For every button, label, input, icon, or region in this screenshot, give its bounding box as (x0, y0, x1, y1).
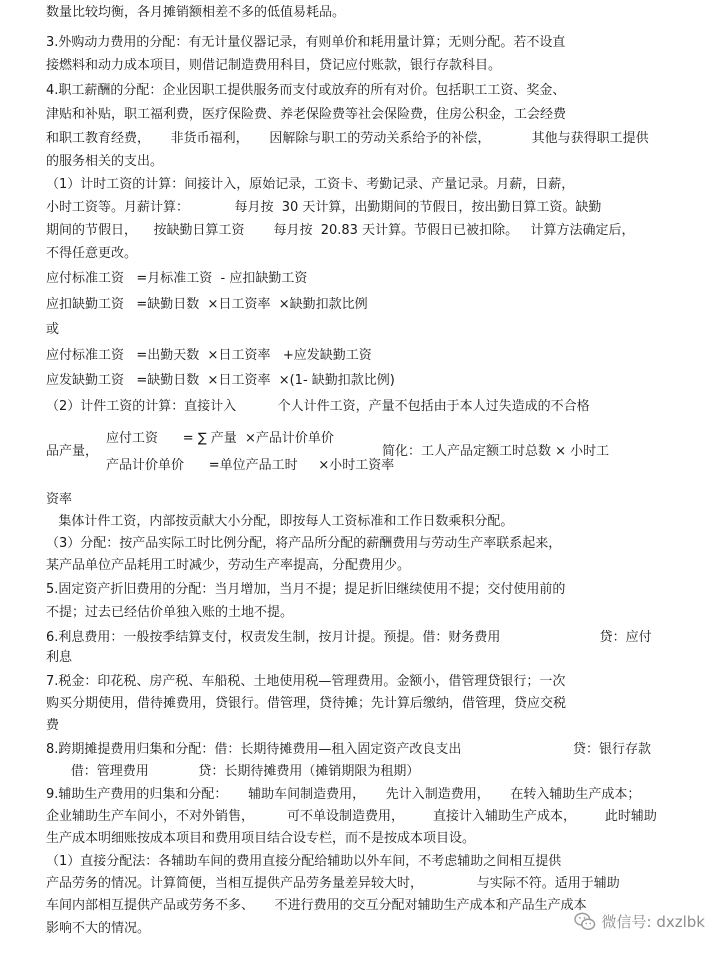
formula-line: 应付工资 = ∑ 产量 ×产品计价单价 (106, 431, 334, 446)
text-line: 企业辅助生产车间小，不对外销售， 可不单设制造费用， 直接计入辅助生产成本， 此时辅助 (46, 809, 657, 824)
text-line: 3.外购动力费用的分配：有无计量仪器记录，有则单价和耗用量计算；无则分配。若不设直 (46, 35, 566, 50)
text-line: 购买分期使用，借待摊费用，贷银行。借管理，贷待摊；先计算后缴纳，借管理，贷应交税 (46, 696, 567, 711)
text-line: 6.利息费用：一般按季结算支付，权责发生制，按月计提。预提。借：财务费用 贷：应付 (46, 630, 652, 645)
text-line: 某产品单位产品耗用工时减少，劳动生产率提高，分配费用少。 (46, 558, 411, 573)
text-line: 期间的节假日， 按缺勤日算工资 每月按 20.83 天计算。节假日已被扣除。 计算方法确定后， (46, 223, 635, 238)
text-line: 8.跨期摊提费用归集和分配：借：长期待摊费用—租入固定资产改良支出 贷：银行存款 (46, 742, 651, 757)
watermark (574, 911, 705, 932)
text-line: 小时工资等。月薪计算： 每月按 30 天计算，出勤期间的节假日，按出勤日算工资。缺勤 (46, 200, 602, 215)
text-line: （3）分配：按产品实际工时比例分配，将产品所分配的薪酬费用与劳动生产率联系起来， (46, 536, 562, 551)
text-line: 品产量， (46, 444, 99, 459)
text-line: （1）直接分配法：各辅助车间的费用直接分配给辅助以外车间，不考虑辅助之间相互提供 (46, 854, 562, 869)
text-line: 数量比较均衡，各月摊销额相差不多的低值易耗品。 (46, 5, 346, 20)
text-line: 接燃料和动力成本项目，则借记制造费用科目，贷记应付账款，银行存款科目。 (46, 58, 502, 73)
text-line: 9.辅助生产费用的归集和分配： 辅助车间制造费用， 先计入制造费用， 在转入辅助生产成本； (46, 787, 641, 802)
text-line: （1）计时工资的计算：间接计入，原始记录，工资卡、考勤记录、产量记录。月薪，日薪， (46, 177, 575, 192)
formula-line: 应发缺勤工资 =缺勤日数 ×日工资率 ×(1- 缺勤扣款比例) (46, 373, 395, 388)
formula-line: 或 (46, 322, 60, 337)
text-line: 影响不大的情况。 (46, 921, 151, 936)
text-line: 简化：工人产品定额工时总数 × 小时工 (382, 444, 610, 459)
formula-line: 应付标准工资 =出勤天数 ×日工资率 +应发缺勤工资 (46, 348, 372, 363)
text-line: 资率 (46, 492, 73, 507)
text-line: 借：管理费用 贷：长期待摊费用（摊销期限为租期） (46, 764, 420, 779)
text-line: 集体计件工资，内部按贡献大小分配，即按每人工资标准和工作日数乘积分配。 (46, 514, 514, 529)
wechat-icon (574, 912, 596, 932)
text-line: 4.职工薪酬的分配：企业因职工提供服务而支付或放弃的所有对价。包括职工工资、奖金、 (46, 83, 566, 98)
text-line: 5.固定资产折旧费用的分配：当月增加，当月不提；提足折旧继续使用不提；交付使用前的 (46, 582, 566, 597)
text-line: 的服务相关的支出。 (46, 154, 164, 169)
text-line: 车间内部相互提供产品或劳务不多、 不进行费用的交互分配对辅助生产成本和产品生产成本 (46, 898, 587, 913)
text-line: 不得任意更改。 (46, 246, 138, 261)
text-line: 7.税金：印花税、房产税、车船税、土地使用税—管理费用。金额小，借管理贷银行；一次 (46, 674, 566, 689)
text-line: 和职工教育经费， 非货币福利， 因解除与职工的劳动关系给予的补偿， 其他与获得职工提供 (46, 131, 649, 146)
formula-line: 产品计价单价 =单位产品工时 ×小时工资率 (106, 458, 395, 473)
text-line: 津贴和补贴，职工福利费，医疗保险费、养老保险费等社会保险费，住房公积金，工会经费 (46, 107, 567, 122)
formula-line: 应扣缺勤工资 =缺勤日数 ×日工资率 ×缺勤扣款比例 (46, 297, 368, 312)
text-line: 产品劳务的情况。计算简便，当相互提供产品劳务量差异较大时， 与实际不符。适用于辅助 (46, 876, 620, 891)
text-line: 生产成本明细账按成本项目和费用项目结合设专栏，而不是按成本项目设。 (46, 831, 476, 846)
formula-line: 应付标准工资 =月标准工资 - 应扣缺勤工资 (46, 271, 308, 286)
watermark-text: 微信号: dxzlbk (601, 913, 705, 931)
text-line: （2）计件工资的计算：直接计入 个人计件工资，产量不包括由于本人过失造成的不合格 (46, 399, 590, 414)
text-line: 费 (46, 718, 60, 733)
text-line: 利息 (46, 650, 73, 665)
text-line: 不提；过去已经估价单独入账的土地不提。 (46, 605, 294, 620)
